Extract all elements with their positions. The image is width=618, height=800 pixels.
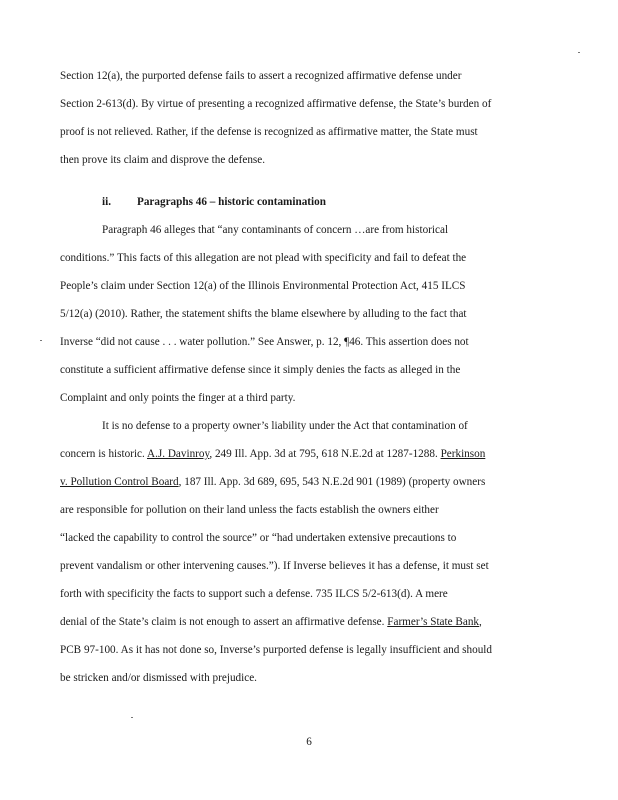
- text-line: then prove its claim and disprove the defense.: [60, 154, 266, 166]
- text-line: [60, 447, 485, 461]
- text-line: Section 2-613(d). By virtue of presenting a recognized affirmative defense, the State’s burden of: [60, 98, 492, 110]
- case-citation: Perkinson: [440, 448, 486, 460]
- text-line: Paragraph 46 alleges that “any contaminants of concern …are from historical: [102, 224, 449, 236]
- case-citation: v. Pollution Control Board: [60, 476, 179, 488]
- text-line: Inverse “did not cause . . . water pollution.” See Answer, p. 12, ¶46. This assertion does not: [60, 336, 469, 348]
- text-line: PCB 97-100. As it has not done so, Inverse’s purported defense is legally insufficient and should: [60, 644, 493, 656]
- text-line: conditions.” This facts of this allegation are not plead with specificity and fail to defeat the: [60, 252, 467, 264]
- case-citation: Farmer’s State Bank: [387, 616, 480, 628]
- section-heading: Paragraphs 46 – historic contamination: [137, 196, 326, 208]
- text-line: proof is not relieved. Rather, if the defense is recognized as affirmative matter, the State must: [60, 126, 478, 138]
- case-citation: A.J. Davinroy: [147, 448, 210, 460]
- scan-speck: [578, 52, 580, 53]
- text-line: [60, 475, 485, 489]
- page-number: 6: [306, 736, 312, 748]
- text-run: ,: [479, 616, 482, 628]
- text-run: , 249 Ill. App. 3d at 795, 618 N.E.2d at 1287-1288.: [209, 448, 441, 460]
- text-run: concern is historic.: [60, 448, 147, 460]
- text-run: denial of the State’s claim is not enough to assert an affirmative defense.: [60, 616, 388, 628]
- text-run: , 187 Ill. App. 3d 689, 695, 543 N.E.2d 901 (1989) (property owners: [178, 476, 486, 488]
- text-line: It is no defense to a property owner’s liability under the Act that contamination of: [102, 420, 468, 432]
- text-line: forth with specificity the facts to support such a defense. 735 ILCS 5/2-613(d). A mere: [60, 588, 448, 600]
- scan-speck: [40, 340, 42, 341]
- text-line: Section 12(a), the purported defense fails to assert a recognized affirmative defense under: [60, 70, 462, 82]
- text-line: prevent vandalism or other intervening causes.”). If Inverse believes it has a defense, it must set: [60, 560, 489, 572]
- scan-speck: [131, 717, 133, 718]
- text-line: are responsible for pollution on their land unless the facts establish the owners either: [60, 504, 439, 516]
- text-line: [60, 615, 482, 629]
- text-line: be stricken and/or dismissed with prejudice.: [60, 672, 257, 684]
- section-number: ii.: [102, 196, 112, 208]
- text-line: People’s claim under Section 12(a) of the Illinois Environmental Protection Act, 415 ILCS: [60, 280, 466, 292]
- text-line: “lacked the capability to control the source” or “had undertaken extensive precautions to: [60, 532, 457, 544]
- text-line: constitute a sufficient affirmative defense since it simply denies the facts as alleged in the: [60, 364, 461, 376]
- text-line: Complaint and only points the finger at a third party.: [60, 392, 296, 404]
- text-line: 5/12(a) (2010). Rather, the statement shifts the blame elsewhere by alluding to the fact that: [60, 308, 467, 320]
